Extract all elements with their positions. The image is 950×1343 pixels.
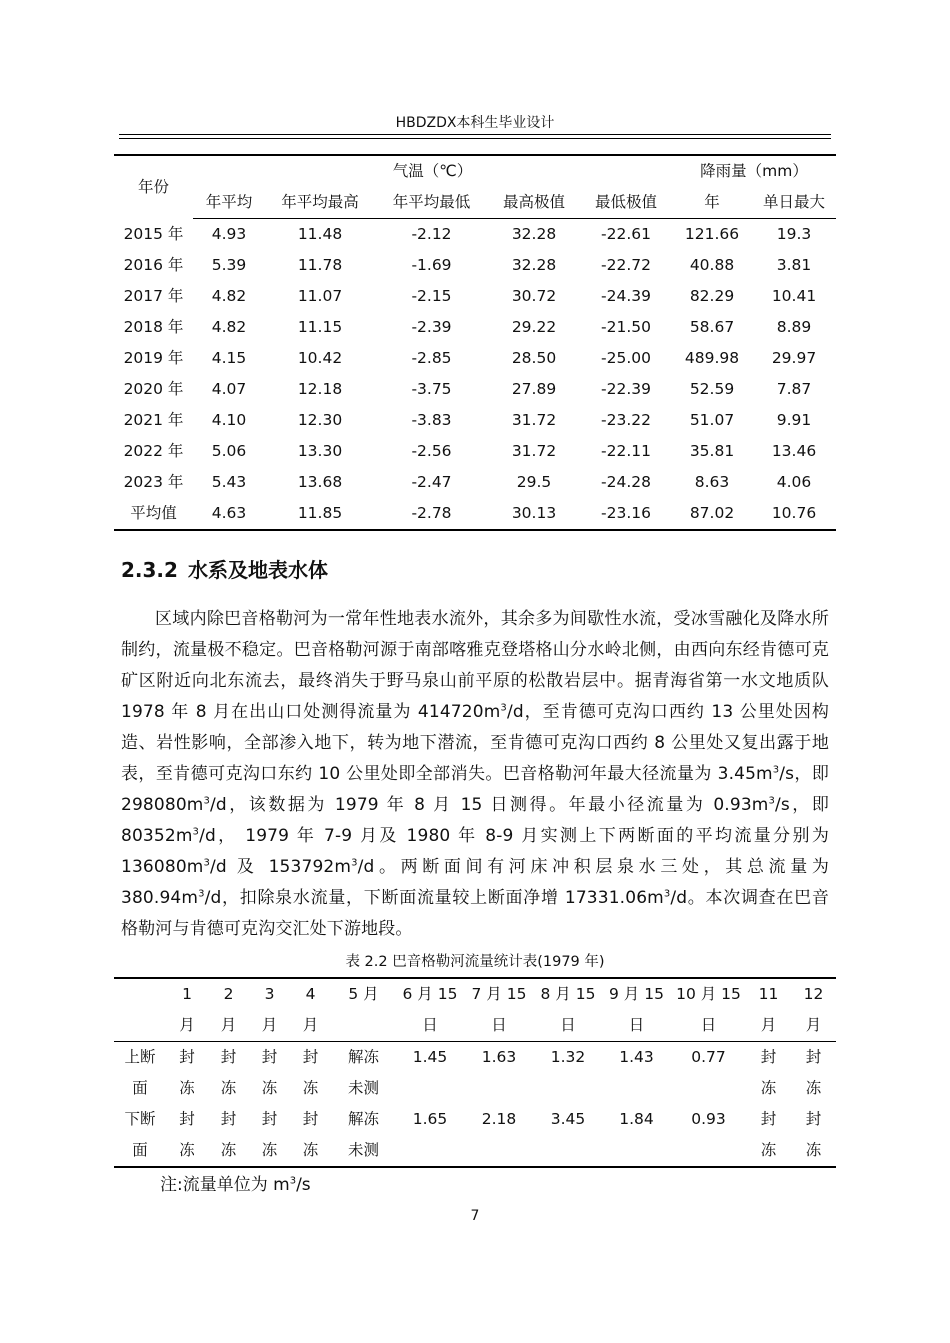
table-cell: 13.46 [771,442,817,460]
table-cell: 封 [805,1048,822,1066]
page-number: 7 [470,1208,480,1224]
table-cell: -23.16 [580,498,672,530]
table-cell: 82.29 [689,287,735,305]
table-cell: -22.39 [601,380,651,398]
table-cell: 月 [166,1010,208,1042]
table-cell: -2.15 [411,287,452,305]
table-cell: 月 [290,1010,331,1042]
table-cell: -25.00 [601,349,651,367]
table-cell: 冻 [249,1135,290,1167]
table-cell: 19.3 [776,225,812,243]
table-cell: 年平均最低 [375,187,488,219]
table-cell [534,1135,602,1167]
table-cell [114,978,166,1010]
table-cell: 11 [746,978,791,1010]
table-cell: 4.10 [211,411,247,429]
table-cell: 1.32 [550,1048,586,1066]
table-header-row [114,978,836,1010]
table-cell: 6 月 15 [396,978,464,1010]
table-cell: -24.28 [601,473,651,491]
table-cell: -3.83 [411,411,452,429]
table-cell: 日 [671,1010,746,1042]
table-cell: 封 [220,1048,237,1066]
table-cell: 35.81 [689,442,735,460]
table-header-row [114,155,836,187]
table-cell: 单日最大 [752,187,836,219]
table-cell: 2016 年 [123,256,184,274]
table-row [114,1104,836,1135]
table-cell: 日 [396,1010,464,1042]
table-cell: 2022 年 [123,442,184,460]
table-cell: 12.30 [297,411,343,429]
table-cell: 冻 [179,1079,195,1097]
table-cell: 8 月 15 [534,978,602,1010]
table-cell [464,1073,534,1104]
table-cell: 11.15 [297,318,343,336]
table-cell: 0.77 [691,1048,726,1066]
table-cell: 7 月 15 [464,978,534,1010]
table-cell [396,1135,464,1167]
table-cell: 1.45 [412,1048,448,1066]
table-cell: 10.76 [752,498,836,530]
table-cell: -2.39 [411,318,452,336]
table-cell: 11.85 [265,498,375,530]
table-cell: 冻 [290,1135,331,1167]
table-cell: 8.63 [694,473,730,491]
table-cell: -22.61 [601,225,651,243]
table-cell: 下断 [124,1110,156,1128]
table-cell: 30.13 [488,498,580,530]
table-cell: 0.93 [691,1110,726,1128]
table-cell: 4.15 [211,349,247,367]
header-rule-thin [119,138,831,139]
table-cell: 冻 [746,1135,791,1167]
table-cell: 月 [249,1010,290,1042]
table-cell: -22.11 [601,442,651,460]
flow-table [114,977,836,1168]
table-cell: 4.63 [193,498,265,530]
table-cell: 冻 [760,1079,777,1097]
table-cell: 冻 [302,1079,319,1097]
table-cell: 封 [220,1110,237,1128]
table-cell: -3.75 [411,380,452,398]
table-cell: 87.02 [672,498,752,530]
table-header-row [114,1010,836,1042]
table-cell: 封 [760,1048,777,1066]
table-cell: 2.18 [481,1110,517,1128]
table-cell [396,1073,464,1104]
table-cell: -2.85 [411,349,452,367]
table-cell: 32.28 [511,225,557,243]
table-cell: 2019 年 [123,349,184,367]
table-row [114,1073,836,1104]
table-cell: 2017 年 [123,287,184,305]
table-cell: 11.07 [297,287,343,305]
table-cell: 32.28 [511,256,557,274]
table-cell: 5.39 [211,256,247,274]
section-title: 水系及地表水体 [187,558,328,582]
table-cell: 年平均最高 [265,187,375,219]
table-cell: 2018 年 [123,318,184,336]
table-cell: 10.42 [297,349,343,367]
table-cell: 面 [114,1135,166,1167]
table-cell: 3.45 [550,1110,586,1128]
table-cell: 2021 年 [123,411,184,429]
table-cell: 121.66 [684,225,740,243]
table-cell: 2 [208,978,249,1010]
table-cell: 28.50 [511,349,557,367]
table-cell: 上断 [124,1048,156,1066]
table-cell: 解冻 [347,1110,379,1128]
table-cell [602,1073,671,1104]
table-row [114,343,836,374]
header-rule [119,134,831,135]
table-cell: 未测 [347,1079,379,1097]
table-cell: 气温（℃） [193,155,672,187]
table-cell [671,1073,746,1104]
table-header-row [114,187,836,219]
table-cell: -24.39 [601,287,651,305]
table-cell: 封 [302,1048,319,1066]
table-cell: 1 [166,978,208,1010]
table-row [114,281,836,312]
table-cell: 平均值 [114,498,193,530]
table-cell: 封 [261,1048,278,1066]
table-row [114,1135,836,1167]
table-cell: 11.48 [297,225,343,243]
table-cell: 3 [249,978,290,1010]
table-cell: 面 [132,1079,148,1097]
table-row [114,219,836,251]
table-row [114,405,836,436]
table-cell [114,1010,166,1042]
table-cell: 4.82 [211,318,247,336]
table-cell: 31.72 [511,411,557,429]
table-cell: 4.07 [211,380,247,398]
table-note: 注:流量单位为 $m^3/s$ [160,1175,311,1195]
table-cell: 10 月 15 [671,978,746,1010]
table-cell: -1.69 [411,256,452,274]
table-cell [464,1135,534,1167]
section-number: 2.3.2 [121,558,178,582]
table-cell: -22.72 [601,256,651,274]
table-cell: 4 [290,978,331,1010]
running-header: HBDZDX本科生毕业设计 [395,115,555,131]
table-cell: 30.72 [511,287,557,305]
table-cell: 封 [261,1110,278,1128]
table-cell: 冻 [166,1135,208,1167]
table-cell [602,1135,671,1167]
table-cell: 51.07 [689,411,735,429]
table-cell [671,1135,746,1167]
table-cell: 13.30 [297,442,343,460]
table-cell: 日 [602,1010,671,1042]
table-cell: -2.56 [411,442,452,460]
climate-table [114,154,836,531]
table-cell: 13.68 [297,473,343,491]
table-cell: 封 [805,1110,822,1128]
table-cell: 29.97 [771,349,817,367]
table-row [114,498,836,530]
table-cell: 1.63 [481,1048,517,1066]
table-cell: 封 [179,1048,195,1066]
table-cell: 40.88 [689,256,735,274]
table-cell: 5.06 [211,442,247,460]
table-cell: 1.43 [619,1048,654,1066]
table-cell: 29.5 [516,473,552,491]
table-cell: 月 [746,1010,791,1042]
table-cell: 年平均 [193,187,265,219]
table-cell: 未测 [331,1135,396,1167]
table-cell: 29.22 [511,318,557,336]
table-cell: 降雨量（mm） [672,155,836,187]
table-cell: 日 [464,1010,534,1042]
table-cell: 封 [302,1110,319,1128]
table-cell: 4.06 [776,473,812,491]
table-cell: 2015 年 [123,224,184,243]
table-cell [331,1010,396,1042]
table-cell: 5 月 [331,978,396,1010]
table-cell: 11.78 [297,256,343,274]
table-cell: 冻 [208,1135,249,1167]
table-cell: 年份 [114,155,193,219]
table-row [114,467,836,498]
table-cell: 10.41 [771,287,817,305]
table-cell: 52.59 [689,380,735,398]
table-cell: 4.93 [211,225,247,243]
table-cell: 1.84 [619,1110,654,1128]
table-cell: 日 [534,1010,602,1042]
table-cell: -2.12 [411,225,452,243]
table-cell: 冻 [261,1079,278,1097]
table-cell: 489.98 [684,349,740,367]
table-cell: 解冻 [347,1048,379,1066]
section-heading [121,554,338,583]
table-cell: 月 [791,1010,836,1042]
table-cell [534,1073,602,1104]
table-cell: 月 [208,1010,249,1042]
table-cell: 9.91 [776,411,812,429]
table-cell: 最高极值 [488,187,580,219]
table-cell: 2020 年 [123,380,184,398]
table-cell: -21.50 [601,318,651,336]
table-cell: 8.89 [776,318,812,336]
table-cell: 9 月 15 [602,978,671,1010]
table-cell: 58.67 [689,318,735,336]
table-cell: 封 [760,1110,777,1128]
table-cell: 冻 [805,1079,822,1097]
table-cell: 5.43 [211,473,247,491]
table-cell: -2.47 [411,473,452,491]
table-row [114,436,836,467]
table-cell: 27.89 [511,380,557,398]
table-cell: 4.82 [211,287,247,305]
table-row [114,250,836,281]
table-row [114,312,836,343]
table-cell: -23.22 [601,411,651,429]
table-cell: 12 [791,978,836,1010]
table-cell: 2023 年 [123,473,184,491]
table-cell: 冻 [791,1135,836,1167]
table-cell: 1.65 [412,1110,448,1128]
table-row [114,1042,836,1074]
table-cell: 12.18 [297,380,343,398]
table-row [114,374,836,405]
table-cell: 最低极值 [580,187,672,219]
table-cell: 7.87 [776,380,812,398]
body-paragraph: 区域内除巴音格勒河为一常年性地表水流外，其余多为间歇性水流，受冰雪融化及降水所制约，流量极不稳定。巴音格勒河源于南部喀雅克登塔格山分水岭北侧，由西向东经肯德可克矿区附近向北东流去，最终消失于野马泉山前平原的松散岩层中。据青海省第一水文地质队 1978 年 8 月在出山口处测得流量为 $414720m^3/d$，至肯德可克沟口西约 13 公里处因构造、岩性影响，全部渗入地下，转为地下潜流，至肯德可克沟口西约 8 公里处又复出露于地表，至肯德可克沟口东约 10 公里处即全部消失。巴音格勒河年最大径流量为 $3.45m^3/s$，即 $298080m^3/d$，该数据为 1979 年 8 月 15 日测得。年最小径流量为 $0.93m^3/s$，即 $80352m^3/d$， 1979 年 7-9 月及 1980 年 8-9 月实测上下两断面的平均流量分别为 $136080m^3/d$ 及 $153792m^3/d$。两断面间有河床冲积层泉水三处，其总流量为 $380.94m^3/d$，扣除泉水流量，下断面流量较上断面净增 $17331.06m^3/d$。本次调查在巴音格勒河与肯德可克沟交汇处下游地段。 [121,609,829,939]
table-cell: 3.81 [776,256,812,274]
table-cell: 年 [672,187,752,219]
table-cell: -2.78 [375,498,488,530]
table-caption: 表 2.2 巴音格勒河流量统计表(1979 年) [345,954,605,970]
table-cell: 封 [179,1110,195,1128]
table-cell: 冻 [220,1079,237,1097]
table-cell: 31.72 [511,442,557,460]
